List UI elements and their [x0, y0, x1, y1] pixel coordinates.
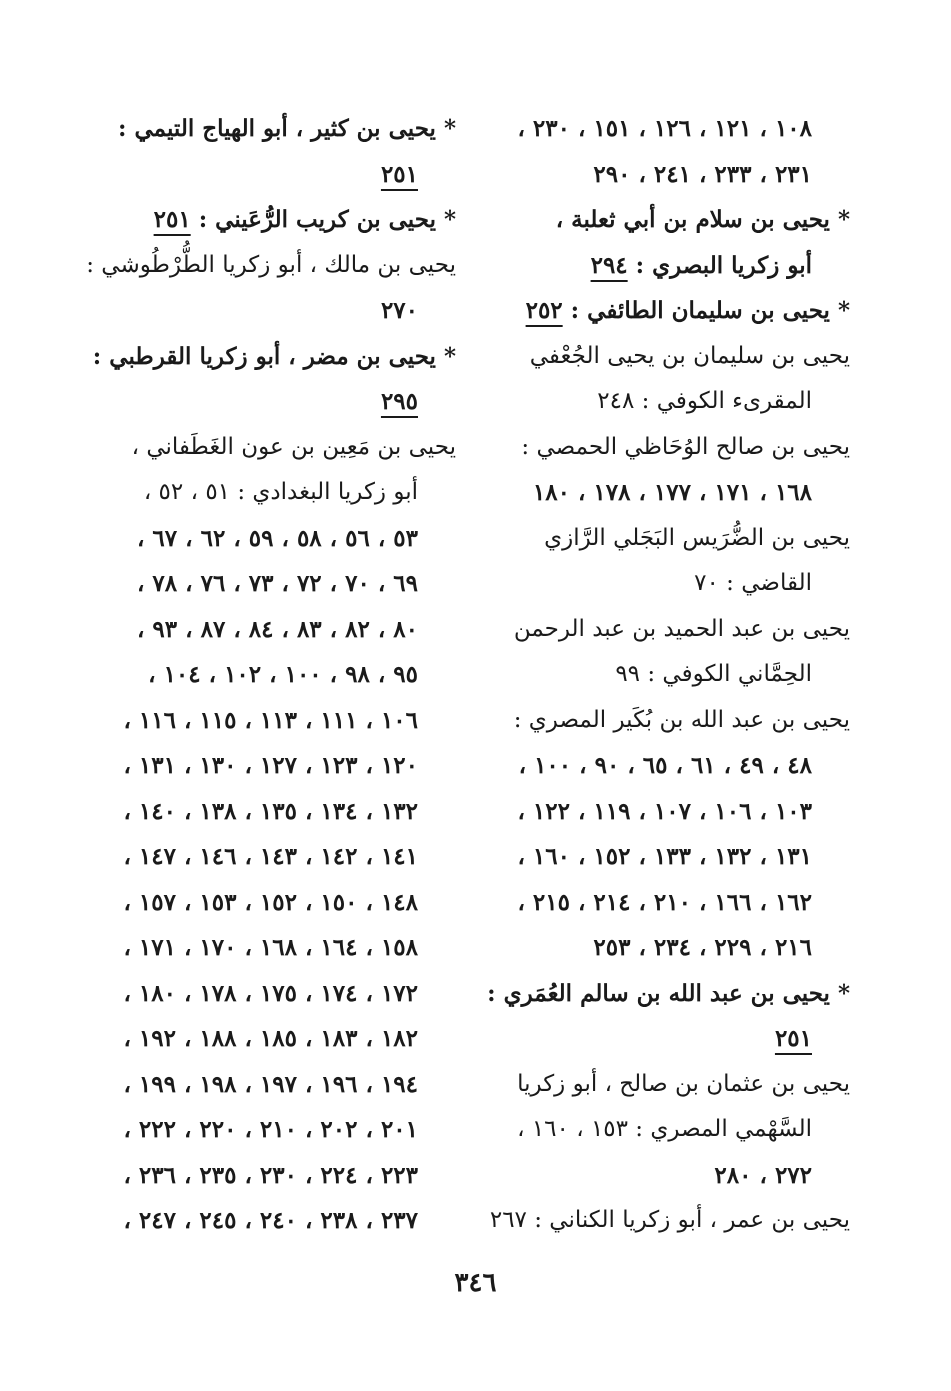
entry-text: يحيى بن مَعِين بن عون الغَطَفاني ،	[131, 433, 456, 460]
index-line	[106, 971, 456, 1017]
index-line	[496, 834, 850, 880]
index-line	[496, 243, 850, 289]
entry-text: ١٧٢ ، ١٧٤ ، ١٧٥ ، ١٧٨ ، ١٨٠ ،	[123, 979, 418, 1007]
entry-text: يحيى بن عبد الحميد بن عبد الرحمن	[513, 615, 850, 642]
entry-text: ١٨٢ ، ١٨٣ ، ١٨٥ ، ١٨٨ ، ١٩٢ ،	[123, 1025, 418, 1052]
index-line	[489, 1198, 850, 1244]
entry-text: * يحيى بن عبد الله بن سالم العُمَري :	[487, 979, 850, 1007]
entry-text: * يحيى بن كثير ، أبو الهياج التيمي :	[117, 115, 456, 142]
index-line	[106, 561, 456, 607]
index-line	[496, 789, 850, 835]
index-line	[106, 1153, 456, 1199]
index-line	[92, 334, 456, 380]
entry-text: يحيى بن صالح الوُحَاظي الحمصي :	[521, 433, 850, 460]
page-reference: ٢٥٢	[525, 297, 563, 324]
entry-text: المقرىء الكوفي : ٢٤٨	[597, 388, 812, 414]
page-reference: ٢٥١	[380, 160, 418, 188]
entry-text: * يحيى بن مضر ، أبو زكريا القرطبي :	[92, 342, 456, 370]
index-line	[106, 607, 456, 653]
entry-text: ٢٣١ ، ٢٣٣ ، ٢٤١ ، ٢٩٠	[593, 160, 812, 188]
index-line	[496, 152, 850, 198]
index-line	[106, 152, 456, 198]
entry-text: * يحيى بن سلام بن أبي ثعلبة ،	[555, 206, 850, 233]
index-line	[496, 288, 850, 334]
index-line	[496, 425, 850, 471]
index-line	[106, 470, 456, 516]
index-line	[496, 1062, 850, 1108]
right-column	[487, 106, 850, 1244]
entry-text: ٢٠١ ، ٢٠٢ ، ٢١٠ ، ٢٢٠ ، ٢٢٢ ،	[123, 1116, 418, 1143]
entry-text: ١٠٦ ، ١١١ ، ١١٣ ، ١١٥ ، ١١٦ ،	[123, 706, 418, 734]
entry-text: ١٤١ ، ١٤٢ ، ١٤٣ ، ١٤٦ ، ١٤٧ ،	[123, 843, 418, 870]
entry-text: * يحيى بن كريب الرُّعَيني :	[198, 206, 456, 233]
index-line	[106, 1062, 456, 1108]
index-line	[106, 425, 456, 471]
entry-text: ١٦٨ ، ١٧١ ، ١٧٧ ، ١٧٨ ، ١٨٠	[532, 479, 812, 506]
index-line	[496, 334, 850, 380]
entry-text: يحيى بن سليمان بن يحيى الجُعْفي	[529, 342, 850, 369]
index-line	[106, 106, 456, 152]
entry-text: يحيى بن مالك ، أبو زكريا الطُّرْطُوشي :	[86, 251, 456, 278]
entry-text: ١٠٣ ، ١٠٦ ، ١٠٧ ، ١١٩ ، ١٢٢ ،	[517, 797, 812, 825]
entry-text: ١٣٢ ، ١٣٤ ، ١٣٥ ، ١٣٨ ، ١٤٠ ،	[123, 797, 418, 825]
entry-text: ٩٥ ، ٩٨ ، ١٠٠ ، ١٠٢ ، ١٠٤ ،	[148, 661, 418, 688]
entry-text: يحيى بن الضُّرَيس البَجَلي الرَّازي	[544, 524, 850, 551]
index-line	[106, 789, 456, 835]
entry-text: ١٠٨ ، ١٢١ ، ١٢٦ ، ١٥١ ، ٢٣٠ ،	[517, 115, 812, 142]
index-line	[106, 516, 456, 562]
index-line	[496, 106, 850, 152]
entry-text: ١٥٨ ، ١٦٤ ، ١٦٨ ، ١٧٠ ، ١٧١ ،	[123, 934, 418, 961]
index-line	[106, 1016, 456, 1062]
index-line	[496, 698, 850, 744]
page-number: ٣٤٦	[454, 1268, 497, 1298]
entry-text: ٥٣ ، ٥٦ ، ٥٨ ، ٥٩ ، ٦٢ ، ٦٧ ،	[136, 524, 418, 552]
index-line	[106, 925, 456, 971]
entry-text: ٢٧٠	[380, 297, 418, 324]
index-line	[496, 516, 850, 562]
entry-text: ٢٣٧ ، ٢٣٨ ، ٢٤٠ ، ٢٤٥ ، ٢٤٧ ،	[123, 1207, 418, 1234]
entry-text: ١٣١ ، ١٣٢ ، ١٣٣ ، ١٥٢ ، ١٦٠ ،	[517, 843, 812, 870]
index-line	[496, 379, 850, 425]
entry-text: ١٢٠ ، ١٢٣ ، ١٢٧ ، ١٣٠ ، ١٣١ ،	[123, 752, 418, 779]
entry-text: السَّهْمي المصري : ١٥٣ ، ١٦٠ ،	[517, 1116, 812, 1142]
index-line	[106, 197, 456, 243]
entry-text: الحِمَّاني الكوفي : ٩٩	[615, 661, 812, 687]
index-line	[86, 243, 456, 289]
index-line	[106, 698, 456, 744]
index-line	[496, 925, 850, 971]
entry-text: أبو زكريا البغدادي : ٥١ ، ٥٢ ،	[143, 479, 418, 505]
index-line	[106, 880, 456, 926]
index-line	[496, 880, 850, 926]
index-line	[496, 652, 850, 698]
index-line	[496, 470, 850, 516]
entry-text: ٢٢٣ ، ٢٢٤ ، ٢٣٠ ، ٢٣٥ ، ٢٣٦ ،	[123, 1161, 418, 1189]
index-line	[496, 197, 850, 243]
entry-text: ١٦٢ ، ١٦٦ ، ٢١٠ ، ٢١٤ ، ٢١٥ ،	[517, 888, 812, 916]
index-line	[487, 971, 850, 1017]
entry-text: أبو زكريا البصري :	[635, 251, 812, 279]
entry-text: ١٩٤ ، ١٩٦ ، ١٩٧ ، ١٩٨ ، ١٩٩ ،	[123, 1070, 418, 1098]
index-line	[496, 607, 850, 653]
entry-text: ٤٨ ، ٤٩ ، ٦١ ، ٦٥ ، ٩٠ ، ١٠٠ ،	[518, 752, 812, 779]
index-line	[496, 1153, 850, 1199]
index-line	[106, 743, 456, 789]
entry-text: يحيى بن عثمان بن صالح ، أبو زكريا	[517, 1070, 850, 1097]
index-line	[106, 652, 456, 698]
page-reference: ٢٥١	[774, 1025, 812, 1052]
entry-text: القاضي : ٧٠	[694, 570, 812, 596]
index-line	[496, 743, 850, 789]
entry-text: ٦٩ ، ٧٠ ، ٧٢ ، ٧٣ ، ٧٦ ، ٧٨ ،	[136, 570, 418, 597]
index-line	[106, 1107, 456, 1153]
index-line	[106, 1198, 456, 1244]
entry-text: يحيى بن عمر ، أبو زكريا الكناني : ٢٦٧	[489, 1207, 850, 1233]
page-reference: ٢٩٤	[590, 251, 628, 279]
entry-text: ٨٠ ، ٨٢ ، ٨٣ ، ٨٤ ، ٨٧ ، ٩٣ ،	[136, 615, 418, 643]
entry-text: ٢١٦ ، ٢٢٩ ، ٢٣٤ ، ٢٥٣	[593, 934, 812, 961]
entry-text: ١٤٨ ، ١٥٠ ، ١٥٢ ، ١٥٣ ، ١٥٧ ،	[123, 888, 418, 916]
index-line	[106, 834, 456, 880]
index-line	[106, 288, 456, 334]
left-column	[86, 106, 456, 1244]
index-line	[496, 1016, 850, 1062]
index-line	[106, 379, 456, 425]
entry-text: ٢٧٢ ، ٢٨٠	[714, 1161, 812, 1189]
entry-text: يحيى بن عبد الله بن بُكَير المصري :	[513, 706, 850, 733]
index-line	[496, 561, 850, 607]
index-line	[496, 1107, 850, 1153]
entry-text: * يحيى بن سليمان الطائفي :	[570, 297, 850, 324]
page-reference: ٢٩٥	[380, 388, 418, 415]
page-reference: ٢٥١	[153, 206, 191, 233]
